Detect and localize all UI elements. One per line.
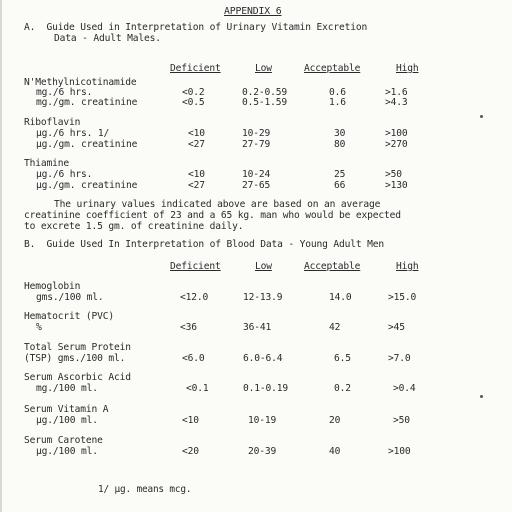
row-unit: µg./gm. creatinine [36, 180, 138, 191]
cell-acceptable: 40 [329, 446, 341, 457]
section-b-heading: B. Guide Used In Interpretation of Blood Data - Young Adult Men [24, 239, 385, 250]
cell-acceptable: 1.6 [329, 97, 346, 108]
row-unit: (TSP) gms./100 ml. [24, 353, 126, 364]
cell-deficient: <36 [180, 322, 197, 333]
cell-acceptable: 80 [334, 139, 346, 150]
cell-low: 10-24 [242, 169, 271, 180]
cell-low: 20-39 [248, 446, 277, 457]
cell-deficient: <0.2 [182, 87, 205, 98]
row-name: Serum Vitamin A [24, 404, 109, 415]
row-unit: µg./6 hrs. 1/ [36, 128, 110, 139]
cell-acceptable: 0.2 [334, 383, 351, 394]
cell-low: 12-13.9 [243, 292, 283, 303]
note-line: to excrete 1.5 gm. of creatinine daily. [24, 221, 244, 232]
row-name: Hemoglobin [24, 281, 81, 292]
cell-high: >1.6 [385, 87, 408, 98]
col-deficient-b: Deficient [170, 261, 221, 272]
row-unit: gms./100 ml. [36, 292, 104, 303]
cell-acceptable: 6.5 [334, 353, 351, 364]
row-unit: mg./100 ml. [36, 383, 98, 394]
cell-low: 0.1-0.19 [243, 383, 289, 394]
col-acceptable-a: Acceptable [304, 63, 361, 74]
row-name: Serum Carotene [24, 435, 103, 446]
row-unit: µg./gm. creatinine [36, 139, 138, 150]
cell-acceptable: 20 [329, 415, 341, 426]
footnote: 1/ µg. means mcg. [98, 484, 192, 495]
cell-deficient: <20 [182, 446, 199, 457]
col-low-a: Low [255, 63, 272, 74]
cell-high: >7.0 [388, 353, 411, 364]
cell-high: >15.0 [388, 292, 417, 303]
col-deficient-a: Deficient [170, 63, 221, 74]
row-name: Thiamine [24, 158, 70, 169]
col-high-a: High [396, 63, 419, 74]
cell-high: >0.4 [393, 383, 416, 394]
row-name: Serum Ascorbic Acid [24, 372, 131, 383]
col-low-b: Low [255, 261, 272, 272]
section-a-heading-cont: Data - Adult Males. [54, 33, 161, 44]
note-line: creatinine coefficient of 23 and a 65 kg. man who would be expected [24, 210, 401, 221]
cell-high: >45 [388, 322, 405, 333]
scan-speck [480, 395, 483, 398]
cell-low: 0.2-0.59 [242, 87, 288, 98]
cell-low: 27-65 [242, 180, 271, 191]
cell-acceptable: 42 [329, 322, 341, 333]
row-unit: µg./100 ml. [36, 415, 98, 426]
row-unit: % [36, 322, 42, 333]
cell-acceptable: 25 [334, 169, 346, 180]
cell-low: 6.0-6.4 [243, 353, 283, 364]
cell-deficient: <6.0 [182, 353, 205, 364]
scan-speck [480, 115, 483, 118]
cell-deficient: <27 [188, 139, 205, 150]
cell-high: >50 [393, 415, 410, 426]
col-high-b: High [396, 261, 419, 272]
cell-low: 10-29 [242, 128, 271, 139]
cell-high: >130 [385, 180, 408, 191]
cell-low: 10-19 [248, 415, 277, 426]
cell-acceptable: 14.0 [329, 292, 352, 303]
row-unit: µg./6 hrs. [36, 169, 93, 180]
row-name: Total Serum Protein [24, 342, 131, 353]
cell-deficient: <10 [182, 415, 199, 426]
cell-high: >100 [388, 446, 411, 457]
cell-low: 0.5-1.59 [242, 97, 288, 108]
cell-deficient: <27 [188, 180, 205, 191]
cell-deficient: <10 [188, 128, 205, 139]
appendix-title: APPENDIX 6 [224, 6, 282, 17]
note-line: The urinary values indicated above are based on an average [54, 199, 381, 210]
cell-high: >4.3 [385, 97, 408, 108]
cell-low: 36-41 [243, 322, 272, 333]
row-unit: µg./100 ml. [36, 446, 98, 457]
cell-deficient: <0.5 [182, 97, 205, 108]
cell-low: 27-79 [242, 139, 271, 150]
row-unit: mg./6 hrs. [36, 87, 93, 98]
row-name: Hematocrit (PVC) [24, 311, 115, 322]
cell-deficient: <12.0 [180, 292, 209, 303]
cell-deficient: <10 [188, 169, 205, 180]
section-a-heading: A. Guide Used in Interpretation of Urinary Vitamin Excretion [24, 22, 368, 33]
cell-high: >50 [385, 169, 402, 180]
cell-high: >270 [385, 139, 408, 150]
cell-acceptable: 66 [334, 180, 346, 191]
cell-high: >100 [385, 128, 408, 139]
cell-acceptable: 30 [334, 128, 346, 139]
row-unit: mg./gm. creatinine [36, 97, 138, 108]
cell-deficient: <0.1 [186, 383, 209, 394]
row-name: N'Methylnicotinamide [24, 77, 137, 88]
col-acceptable-b: Acceptable [304, 261, 361, 272]
row-name: Riboflavin [24, 117, 81, 128]
cell-acceptable: 0.6 [329, 87, 346, 98]
